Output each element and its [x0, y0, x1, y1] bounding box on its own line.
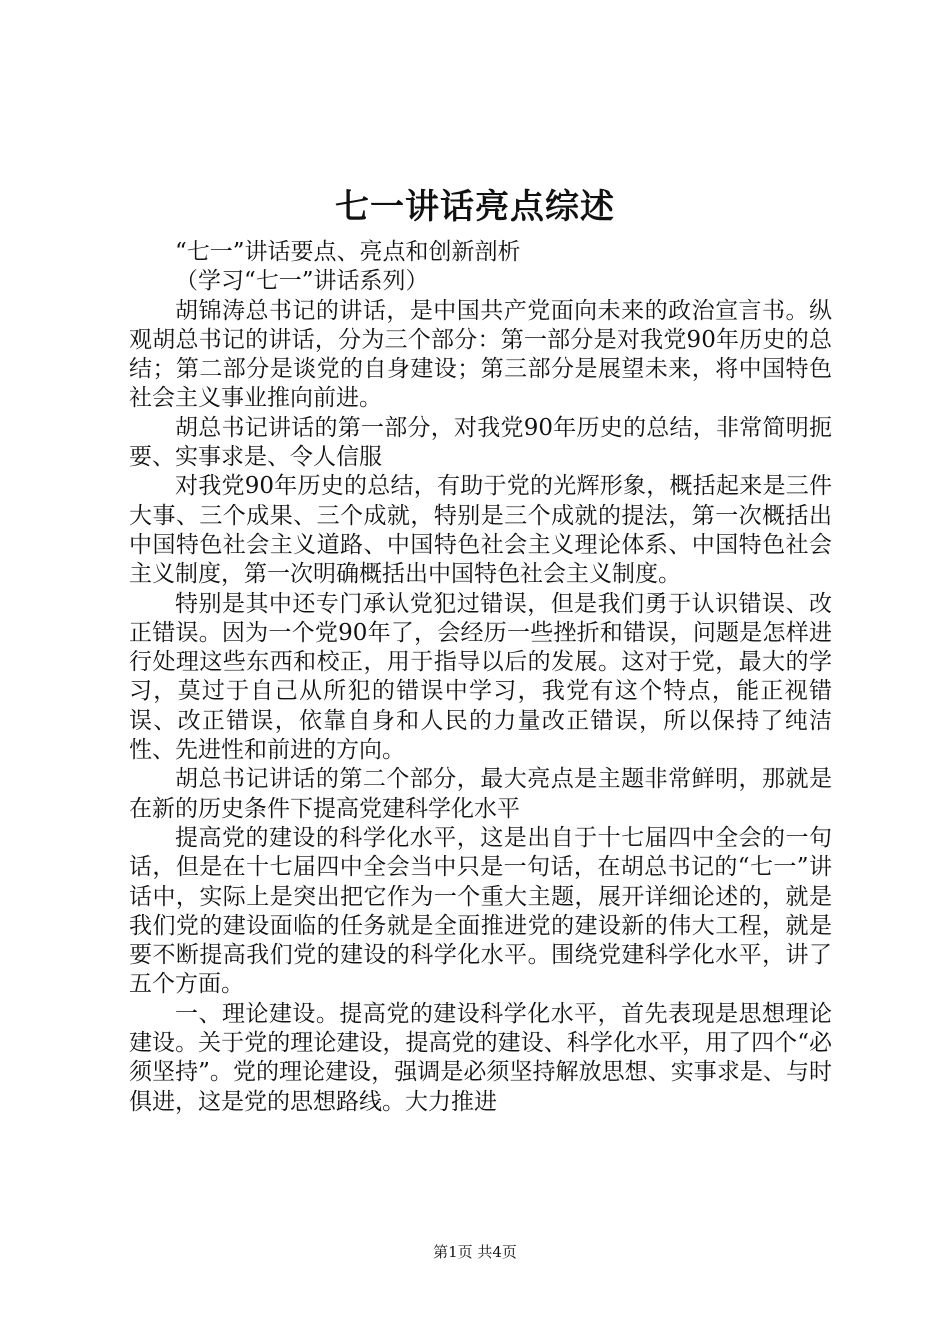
paragraph-subtitle: “七一”讲话要点、亮点和创新剖析 [175, 239, 521, 265]
page-footer: 第1页 共4页 [433, 1243, 517, 1261]
paragraph: 一、理论建设。提高党的建设科学化水平，首先表现是思想理论建设。关于党的理论建设，提高党的建设、科学化水平，用了四个“必须坚持”。党的理论建设，强调是必须坚持解放思想、实事求是、与时俱进，这是党的思想路线。大力推进 [129, 1000, 832, 1115]
paragraph: 提高党的建设的科学化水平，这是出自于十七届四中全会的一句话，但是在十七届四中全会当中只是一句话，在胡总书记的“七一”讲话中，实际上是突出把它作为一个重大主题，展开详细论述的，就是我们党的建设面临的任务就是全面推进党的建设新的伟大工程，就是要不断提高我们党的建设的科学化水平。围绕党建科学化水平，讲了五个方面。 [129, 824, 832, 998]
document-title: 七一讲话亮点综述 [335, 187, 615, 227]
paragraph: 对我党90年历史的总结，有助于党的光辉形象，概括起来是三件大事、三个成果、三个成就，特别是三个成就的提法，第一次概括出中国特色社会主义道路、中国特色社会主义理论体系、中国特色社会主义制度，第一次明确概括出中国特色社会主义制度。 [129, 473, 832, 588]
paragraph: 胡总书记讲话的第二个部分，最大亮点是主题非常鲜明，那就是在新的历史条件下提高党建科学化水平 [129, 766, 832, 822]
paragraph: 胡锦涛总书记的讲话，是中国共产党面向未来的政治宣言书。纵观胡总书记的讲话，分为三个部分：第一部分是对我党90年历史的总结；第二部分是谈党的自身建设；第三部分是展望未来，将中国特色社会主义事业推向前进。 [129, 297, 832, 412]
paragraph: 胡总书记讲话的第一部分，对我党90年历史的总结，非常简明扼要、实事求是、令人信服 [129, 414, 832, 471]
document-body [129, 238, 832, 1117]
paragraph: 特别是其中还专门承认党犯过错误，但是我们勇于认识错误、改正错误。因为一个党90年了，会经历一些挫折和错误，问题是怎样进行处理这些东西和校正，用于指导以后的发展。这对于党，最大的学习，莫过于自己从所犯的错误中学习，我党有这个特点，能正视错误、改正错误，依靠自身和人民的力量改正错误，所以保持了纯洁性、先进性和前进的方向。 [129, 590, 832, 764]
paragraph-series-note: （学习“七一”讲话系列） [175, 268, 429, 295]
